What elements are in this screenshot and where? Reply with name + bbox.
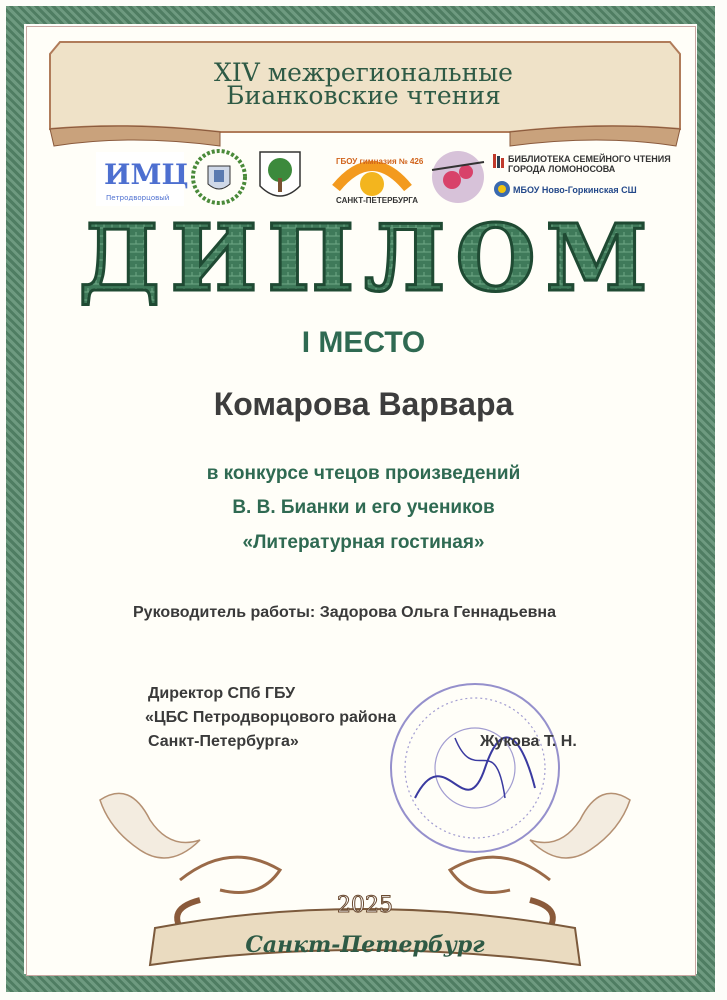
director-line-1: Директор СПб ГБУ (148, 685, 296, 702)
recipient-name: Комарова Варвара (213, 386, 514, 422)
director-line-3: Санкт-Петербурга» (148, 733, 299, 750)
emblem-logo (190, 148, 248, 206)
banner-line-1: XIV межрегиональные (214, 58, 513, 87)
supervisor-line: Руководитель работы: Задорова Ольга Геннадьевна (133, 604, 556, 621)
svg-text:ИМЦ: ИМЦ (104, 158, 189, 191)
book-stack-icon (493, 154, 505, 168)
left-dove (100, 793, 200, 858)
footer-city: Санкт-Петербург (245, 932, 485, 958)
bottom-ornament (60, 760, 670, 985)
banner-line-2: Бианковские чтения (226, 81, 501, 110)
gymnasium-arc-text: ГБОУ гимназия № 426 (336, 157, 424, 166)
footer-year: 2025 (337, 893, 393, 918)
contest-line-3: «Литературная гостиная» (242, 532, 485, 553)
place-award: I МЕСТО (301, 326, 426, 359)
library-gears-logo (428, 148, 488, 206)
mbou-name: МБОУ Ново-Горкинская СШ (513, 185, 637, 195)
coat-of-arms-logo (256, 148, 304, 206)
director-line-2: «ЦБС Петродворцового района (145, 709, 397, 726)
imc-logo (96, 152, 189, 206)
right-dove (530, 793, 630, 858)
library-name-line-2: ГОРОДА ЛОМОНОСОВА (508, 164, 616, 174)
partner-logos (0, 148, 727, 208)
signatory-name: Жукова Т. Н. (480, 733, 577, 750)
contest-line-2: В. В. Бианки и его учеников (232, 497, 495, 518)
school-emblem-icon (493, 180, 511, 198)
gymnasium-426-logo (322, 148, 422, 206)
gymnasium-city-text: САНКТ-ПЕТЕРБУРГА (336, 196, 419, 205)
library-name-line-1: БИБЛИОТЕКА СЕМЕЙНОГО ЧТЕНИЯ (508, 154, 671, 164)
imc-caption: Петродворцовый (106, 194, 170, 202)
diploma-title (78, 204, 658, 312)
diploma-title-text: ДИПЛОМ (78, 204, 658, 312)
contest-line-1: в конкурсе чтецов произведений (206, 463, 521, 484)
